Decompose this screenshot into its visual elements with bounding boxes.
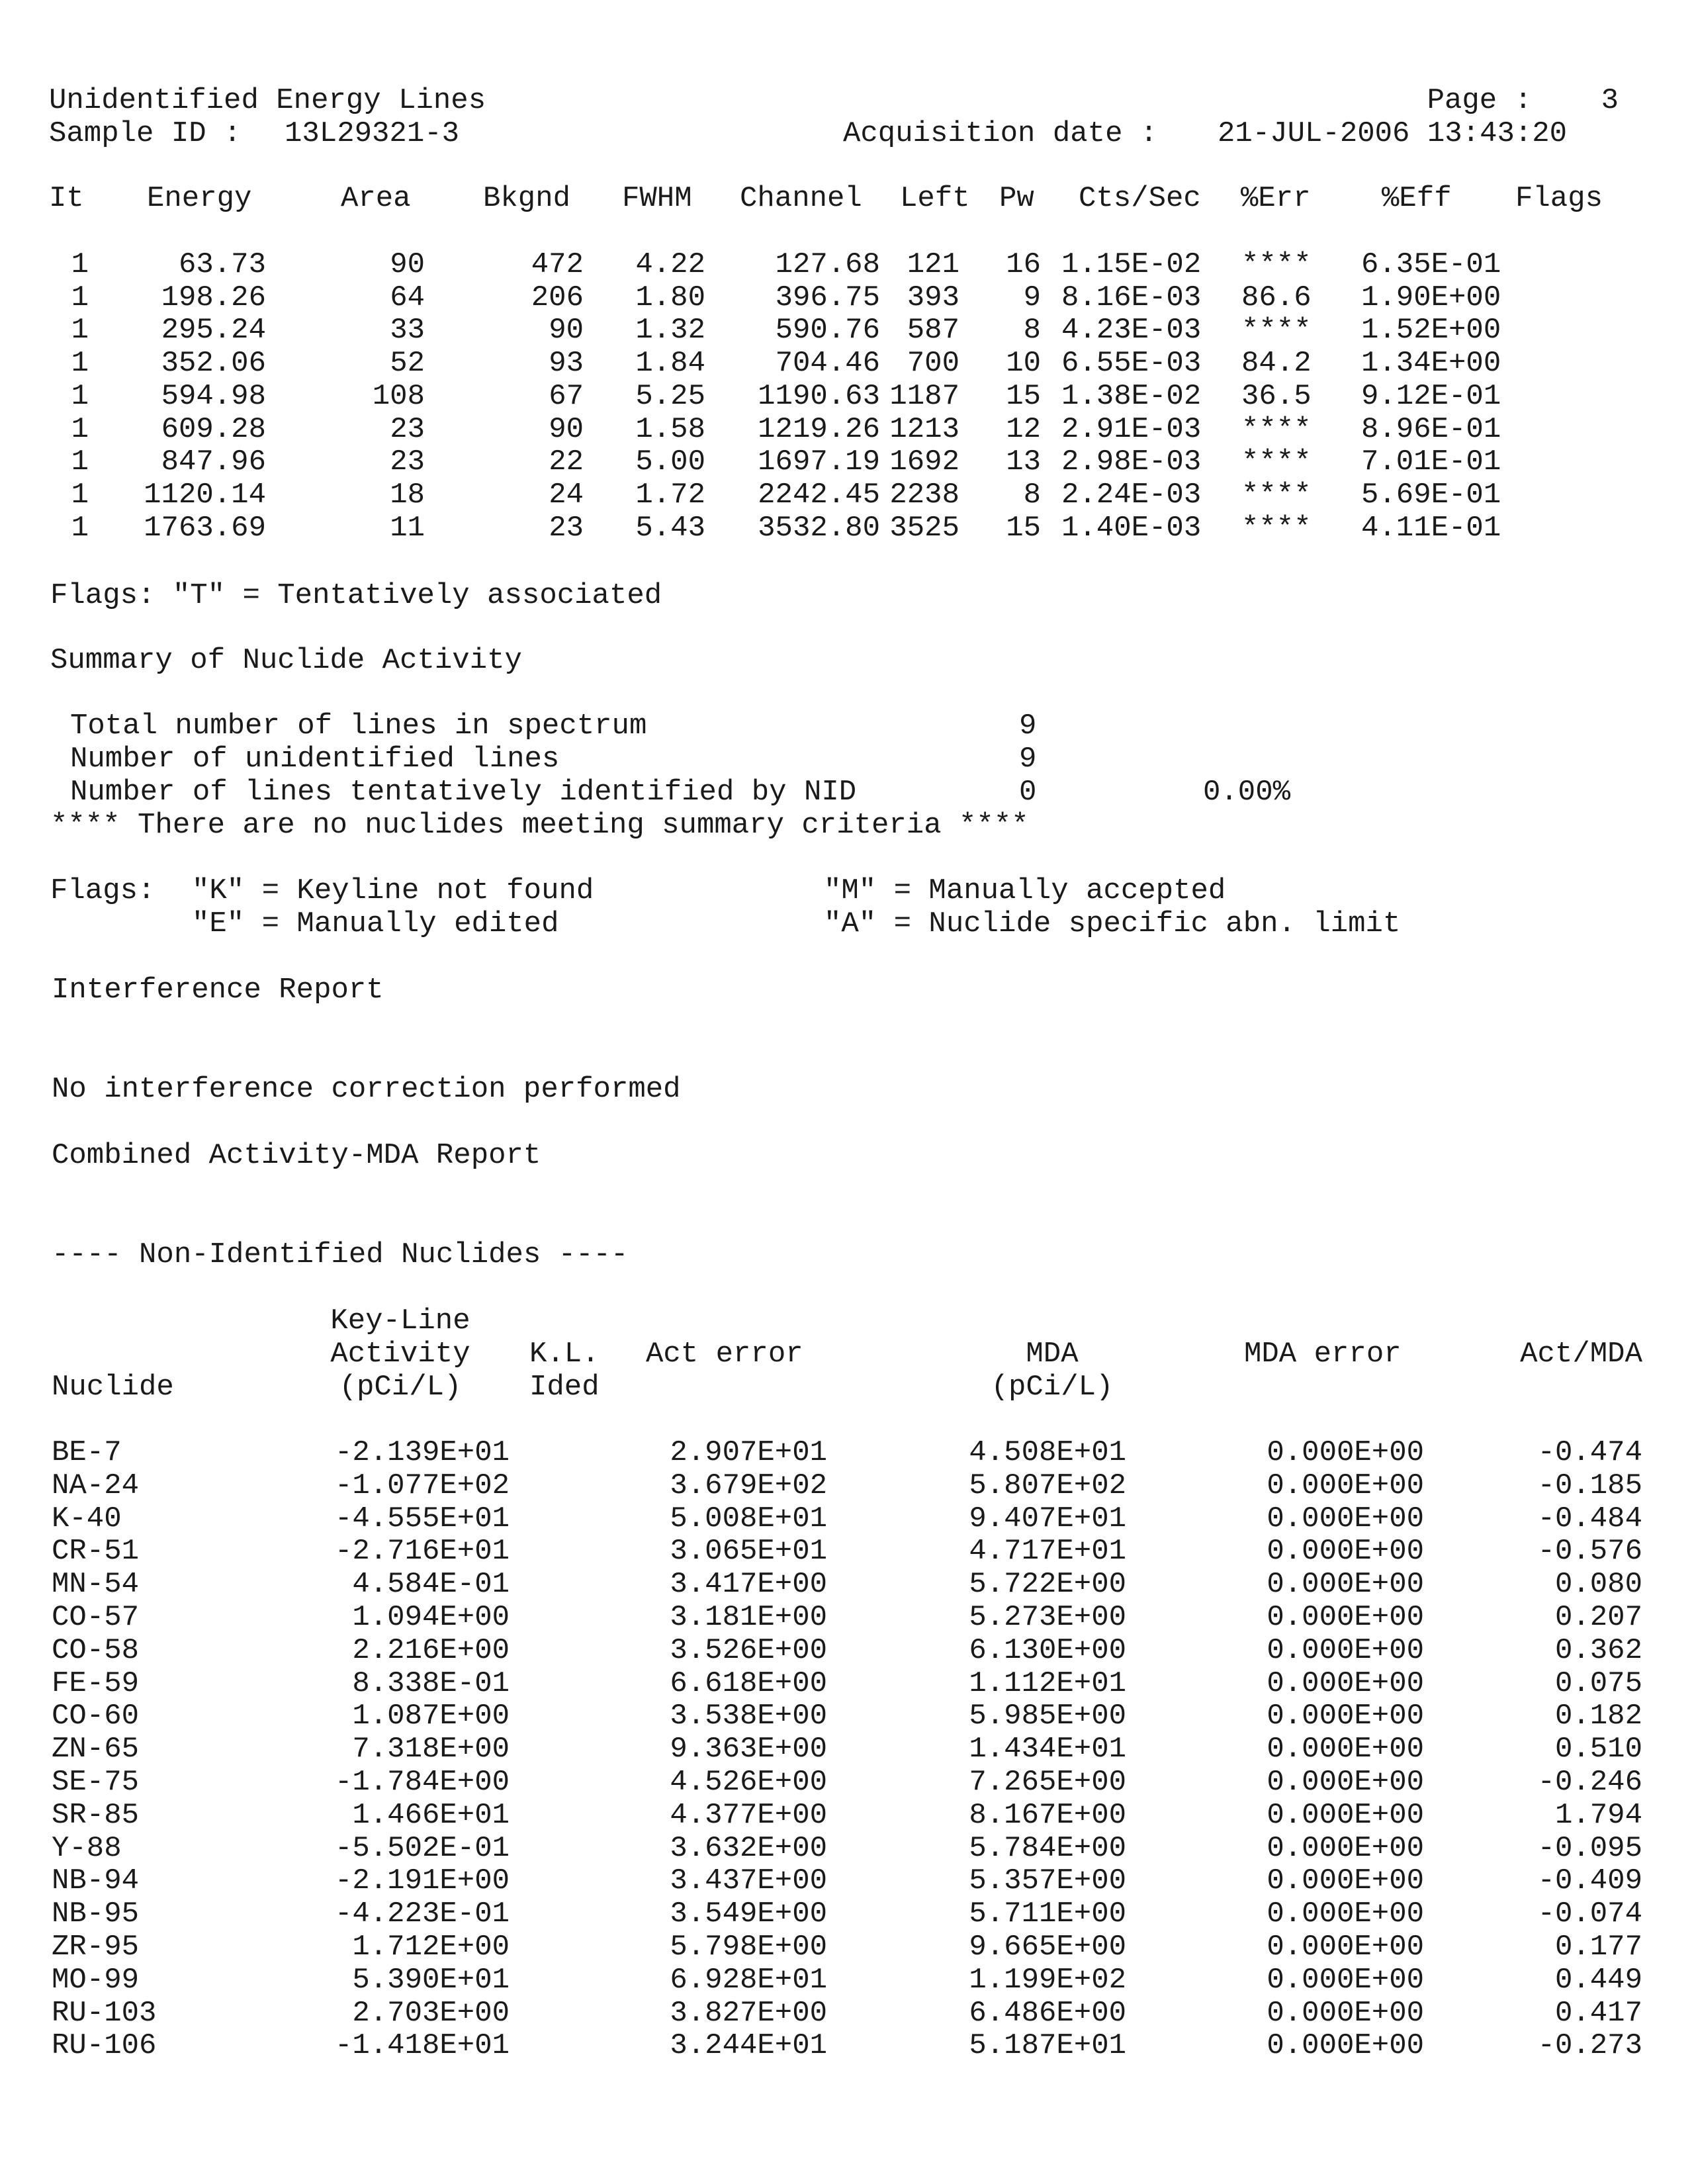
summary-total-value: 9 bbox=[1019, 709, 1037, 743]
energy-cell-energy: 1763.69 bbox=[144, 511, 266, 545]
energy-cell-err: **** bbox=[1241, 248, 1312, 281]
energy-cell-left: 3525 bbox=[889, 511, 959, 545]
energy-cell-energy: 352.06 bbox=[161, 347, 266, 381]
nuclide-cell-mda-error: 0.000E+00 bbox=[1267, 1700, 1424, 1733]
energy-cell-err: **** bbox=[1241, 478, 1312, 512]
nuclide-cell-mda-error: 0.000E+00 bbox=[1267, 1502, 1424, 1535]
nuclide-cell-act-error: 3.437E+00 bbox=[670, 1864, 827, 1898]
energy-cell-it: 1 bbox=[71, 248, 89, 281]
energy-cell-it: 1 bbox=[71, 478, 89, 512]
nuclide-cell-mda: 1.199E+02 bbox=[969, 1963, 1126, 1997]
energy-cell-energy: 295.24 bbox=[161, 314, 266, 347]
energy-cell-left: 393 bbox=[907, 281, 959, 314]
nuclide-cell-mda: 5.273E+00 bbox=[969, 1601, 1126, 1634]
energy-cell-area: 11 bbox=[390, 511, 425, 545]
energy-cell-bkgnd: 24 bbox=[549, 478, 584, 512]
nuclide-cell-act-error: 4.377E+00 bbox=[670, 1798, 827, 1832]
flags-legend-prefix: Flags: bbox=[50, 874, 156, 907]
energy-cell-energy: 594.98 bbox=[161, 379, 266, 413]
nuclide-cell-act-error: 9.363E+00 bbox=[670, 1733, 827, 1766]
nuclide-cell-activity: -2.139E+01 bbox=[334, 1436, 510, 1469]
energy-col-header-cts-sec: Cts/Sec bbox=[1079, 182, 1201, 215]
summary-title: Summary of Nuclide Activity bbox=[50, 644, 522, 677]
nuclide-cell-mda: 5.357E+00 bbox=[969, 1864, 1126, 1898]
energy-cell-eff: 5.69E-01 bbox=[1361, 478, 1501, 512]
no-nuclides-message: **** There are no nuclides meeting summary criteria **** bbox=[50, 809, 1029, 842]
energy-cell-channel: 1190.63 bbox=[758, 379, 880, 413]
nuclide-cell-activity: -2.716E+01 bbox=[334, 1535, 510, 1569]
energy-cell-bkgnd: 93 bbox=[549, 347, 584, 381]
sample-id-label: Sample ID : bbox=[49, 117, 242, 150]
col-header-mda-unit: (pCi/L) bbox=[991, 1371, 1114, 1404]
nuclide-cell-activity: 2.216E+00 bbox=[352, 1633, 510, 1667]
nuclide-cell-act-error: 3.065E+01 bbox=[670, 1535, 827, 1569]
nuclide-cell-nuclide: CO-58 bbox=[52, 1633, 140, 1667]
energy-cell-energy: 1120.14 bbox=[144, 478, 266, 512]
nuclide-cell-nuclide: NB-94 bbox=[52, 1864, 140, 1898]
energy-cell-err: **** bbox=[1241, 412, 1312, 446]
energy-cell-eff: 1.52E+00 bbox=[1361, 314, 1501, 347]
energy-cell-pw: 12 bbox=[1006, 412, 1041, 446]
energy-cell-it: 1 bbox=[71, 412, 89, 446]
nuclide-cell-act-mda: 0.177 bbox=[1554, 1931, 1642, 1964]
energy-cell-channel: 1697.19 bbox=[758, 445, 880, 479]
flag-a: "A" = Nuclide specific abn. limit bbox=[824, 907, 1401, 940]
non-identified-title: ---- Non-Identified Nuclides ---- bbox=[52, 1238, 629, 1271]
nuclide-cell-mda: 4.717E+01 bbox=[969, 1535, 1126, 1569]
col-header-activity-unit: (pCi/L) bbox=[339, 1371, 462, 1404]
energy-cell-left: 121 bbox=[907, 248, 959, 281]
acquisition-date: 21-JUL-2006 13:43:20 bbox=[1218, 117, 1568, 150]
energy-col-header-area: Area bbox=[341, 182, 411, 215]
nuclide-cell-mda-error: 0.000E+00 bbox=[1267, 1996, 1424, 2030]
nuclide-cell-mda-error: 0.000E+00 bbox=[1267, 1931, 1424, 1964]
nuclide-cell-nuclide: MN-54 bbox=[52, 1568, 140, 1602]
energy-cell-fwhm: 1.72 bbox=[635, 478, 705, 512]
energy-cell-err: 86.6 bbox=[1241, 281, 1312, 314]
nuclide-cell-act-mda: 0.080 bbox=[1554, 1568, 1642, 1602]
nuclide-cell-activity: 2.703E+00 bbox=[352, 1996, 510, 2030]
nuclide-cell-nuclide: K-40 bbox=[52, 1502, 122, 1535]
energy-cell-bkgnd: 472 bbox=[531, 248, 584, 281]
energy-cell-area: 108 bbox=[372, 379, 425, 413]
summary-unidentified-value: 9 bbox=[1019, 743, 1037, 776]
energy-cell-fwhm: 4.22 bbox=[635, 248, 705, 281]
nuclide-cell-act-mda: 0.207 bbox=[1554, 1601, 1642, 1634]
nuclide-cell-nuclide: FE-59 bbox=[52, 1666, 140, 1700]
energy-cell-energy: 63.73 bbox=[178, 248, 266, 281]
flag-m: "M" = Manually accepted bbox=[824, 874, 1226, 907]
energy-cell-bkgnd: 90 bbox=[549, 412, 584, 446]
energy-cell-channel: 1219.26 bbox=[758, 412, 880, 446]
energy-cell-left: 700 bbox=[907, 347, 959, 381]
col-header-mda-error: MDA error bbox=[1244, 1338, 1402, 1371]
nuclide-cell-act-mda: -0.576 bbox=[1537, 1535, 1642, 1569]
col-header-act-error: Act error bbox=[646, 1338, 803, 1371]
col-header-act-mda: Act/MDA bbox=[1520, 1338, 1642, 1371]
nuclide-cell-mda-error: 0.000E+00 bbox=[1267, 1798, 1424, 1832]
nuclide-cell-nuclide: NA-24 bbox=[52, 1469, 140, 1502]
energy-col-header-it: It bbox=[49, 182, 84, 215]
energy-cell-left: 2238 bbox=[889, 478, 959, 512]
col-header-activity: Activity bbox=[330, 1338, 470, 1371]
nuclide-cell-activity: -2.191E+00 bbox=[334, 1864, 510, 1898]
energy-cell-channel: 704.46 bbox=[775, 347, 880, 381]
nuclide-cell-act-error: 3.632E+00 bbox=[670, 1831, 827, 1865]
nuclide-cell-nuclide: CR-51 bbox=[52, 1535, 140, 1569]
nuclide-cell-act-error: 3.244E+01 bbox=[670, 2029, 827, 2063]
energy-cell-cts-sec: 8.16E-03 bbox=[1061, 281, 1202, 314]
energy-cell-pw: 10 bbox=[1006, 347, 1041, 381]
energy-cell-err: **** bbox=[1241, 445, 1312, 479]
nuclide-cell-mda: 6.130E+00 bbox=[969, 1633, 1126, 1667]
nuclide-cell-act-error: 3.827E+00 bbox=[670, 1996, 827, 2030]
nuclide-cell-mda-error: 0.000E+00 bbox=[1267, 1766, 1424, 1799]
summary-tentative-label: Number of lines tentatively identified by NID bbox=[70, 776, 857, 809]
nuclide-cell-mda: 5.187E+01 bbox=[969, 2029, 1126, 2063]
nuclide-cell-mda-error: 0.000E+00 bbox=[1267, 2029, 1424, 2063]
energy-cell-it: 1 bbox=[71, 379, 89, 413]
energy-cell-it: 1 bbox=[71, 347, 89, 381]
energy-cell-cts-sec: 2.91E-03 bbox=[1061, 412, 1202, 446]
report-title: Unidentified Energy Lines bbox=[49, 84, 486, 117]
nuclide-cell-mda: 5.711E+00 bbox=[969, 1897, 1126, 1931]
nuclide-cell-mda-error: 0.000E+00 bbox=[1267, 1535, 1424, 1569]
energy-cell-area: 23 bbox=[390, 412, 425, 446]
energy-cell-area: 52 bbox=[390, 347, 425, 381]
nuclide-cell-act-mda: 0.075 bbox=[1554, 1666, 1642, 1700]
energy-cell-channel: 396.75 bbox=[775, 281, 880, 314]
energy-cell-area: 18 bbox=[390, 478, 425, 512]
summary-tentative-value: 0 bbox=[1019, 776, 1037, 809]
nuclide-cell-act-mda: 0.510 bbox=[1554, 1733, 1642, 1766]
energy-cell-area: 33 bbox=[390, 314, 425, 347]
energy-col-header-channel: Channel bbox=[740, 182, 862, 215]
energy-cell-pw: 8 bbox=[1023, 478, 1041, 512]
energy-cell-left: 1187 bbox=[889, 379, 959, 413]
nuclide-cell-activity: -1.077E+02 bbox=[334, 1469, 510, 1502]
energy-cell-cts-sec: 4.23E-03 bbox=[1061, 314, 1202, 347]
nuclide-cell-act-mda: -0.074 bbox=[1537, 1897, 1642, 1931]
page-label: Page : bbox=[1427, 84, 1532, 117]
nuclide-cell-activity: 1.094E+00 bbox=[352, 1601, 510, 1634]
nuclide-cell-mda-error: 0.000E+00 bbox=[1267, 1469, 1424, 1502]
nuclide-cell-mda: 5.784E+00 bbox=[969, 1831, 1126, 1865]
nuclide-cell-mda-error: 0.000E+00 bbox=[1267, 1436, 1424, 1469]
nuclide-cell-mda: 6.486E+00 bbox=[969, 1996, 1126, 2030]
nuclide-cell-nuclide: BE-7 bbox=[52, 1436, 122, 1469]
nuclide-cell-mda-error: 0.000E+00 bbox=[1267, 1666, 1424, 1700]
nuclide-cell-activity: 8.338E-01 bbox=[352, 1666, 510, 1700]
energy-cell-area: 23 bbox=[390, 445, 425, 479]
col-header-kl-ided: Ided bbox=[529, 1371, 600, 1404]
nuclide-cell-nuclide: SE-75 bbox=[52, 1766, 140, 1799]
energy-cell-pw: 9 bbox=[1023, 281, 1041, 314]
energy-col-header-flags: Flags bbox=[1515, 182, 1603, 215]
energy-cell-fwhm: 5.00 bbox=[635, 445, 705, 479]
energy-cell-channel: 3532.80 bbox=[758, 511, 880, 545]
nuclide-cell-activity: 4.584E-01 bbox=[352, 1568, 510, 1602]
flag-k: "K" = Keyline not found bbox=[192, 874, 594, 907]
flags-tentative: Flags: "T" = Tentatively associated bbox=[50, 579, 662, 612]
col-header-keyline: Key-Line bbox=[330, 1304, 470, 1338]
energy-cell-cts-sec: 2.24E-03 bbox=[1061, 478, 1202, 512]
nuclide-cell-act-error: 2.907E+01 bbox=[670, 1436, 827, 1469]
energy-cell-bkgnd: 90 bbox=[549, 314, 584, 347]
energy-cell-channel: 127.68 bbox=[775, 248, 880, 281]
nuclide-cell-activity: 1.466E+01 bbox=[352, 1798, 510, 1832]
nuclide-cell-act-mda: 0.449 bbox=[1554, 1963, 1642, 1997]
flag-e: "E" = Manually edited bbox=[192, 907, 559, 940]
energy-col-header-energy: Energy bbox=[147, 182, 252, 215]
energy-cell-it: 1 bbox=[71, 281, 89, 314]
nuclide-cell-mda: 9.665E+00 bbox=[969, 1931, 1126, 1964]
energy-cell-pw: 15 bbox=[1006, 511, 1041, 545]
nuclide-cell-mda: 1.434E+01 bbox=[969, 1733, 1126, 1766]
energy-cell-eff: 1.90E+00 bbox=[1361, 281, 1501, 314]
nuclide-cell-nuclide: ZR-95 bbox=[52, 1931, 140, 1964]
nuclide-cell-act-mda: -0.185 bbox=[1537, 1469, 1642, 1502]
energy-cell-pw: 16 bbox=[1006, 248, 1041, 281]
nuclide-cell-mda: 1.112E+01 bbox=[969, 1666, 1126, 1700]
nuclide-cell-nuclide: RU-103 bbox=[52, 1996, 157, 2030]
energy-col-header-left: Left bbox=[900, 182, 970, 215]
nuclide-cell-act-error: 5.798E+00 bbox=[670, 1931, 827, 1964]
nuclide-cell-act-mda: -0.484 bbox=[1537, 1502, 1642, 1535]
energy-cell-it: 1 bbox=[71, 314, 89, 347]
col-header-kl: K.L. bbox=[529, 1338, 600, 1371]
energy-cell-err: **** bbox=[1241, 314, 1312, 347]
energy-cell-eff: 7.01E-01 bbox=[1361, 445, 1501, 479]
nuclide-cell-mda-error: 0.000E+00 bbox=[1267, 1864, 1424, 1898]
energy-cell-fwhm: 1.84 bbox=[635, 347, 705, 381]
nuclide-cell-nuclide: SR-85 bbox=[52, 1798, 140, 1832]
nuclide-cell-mda-error: 0.000E+00 bbox=[1267, 1601, 1424, 1634]
combined-report-title: Combined Activity-MDA Report bbox=[52, 1139, 541, 1172]
energy-cell-fwhm: 1.32 bbox=[635, 314, 705, 347]
energy-cell-fwhm: 5.25 bbox=[635, 379, 705, 413]
nuclide-cell-mda: 5.807E+02 bbox=[969, 1469, 1126, 1502]
energy-cell-eff: 9.12E-01 bbox=[1361, 379, 1501, 413]
energy-cell-energy: 198.26 bbox=[161, 281, 266, 314]
energy-cell-it: 1 bbox=[71, 511, 89, 545]
nuclide-cell-mda-error: 0.000E+00 bbox=[1267, 1633, 1424, 1667]
nuclide-cell-nuclide: CO-60 bbox=[52, 1700, 140, 1733]
nuclide-cell-act-mda: -0.409 bbox=[1537, 1864, 1642, 1898]
nuclide-cell-nuclide: CO-57 bbox=[52, 1601, 140, 1634]
energy-cell-energy: 609.28 bbox=[161, 412, 266, 446]
nuclide-cell-mda-error: 0.000E+00 bbox=[1267, 1733, 1424, 1766]
nuclide-cell-act-error: 5.008E+01 bbox=[670, 1502, 827, 1535]
nuclide-cell-act-error: 4.526E+00 bbox=[670, 1766, 827, 1799]
nuclide-cell-nuclide: RU-106 bbox=[52, 2029, 157, 2063]
summary-tentative-percent: 0.00% bbox=[1203, 776, 1291, 809]
nuclide-cell-act-mda: 0.417 bbox=[1554, 1996, 1642, 2030]
energy-cell-err: **** bbox=[1241, 511, 1312, 545]
nuclide-cell-activity: -4.555E+01 bbox=[334, 1502, 510, 1535]
energy-cell-area: 90 bbox=[390, 248, 425, 281]
energy-cell-eff: 1.34E+00 bbox=[1361, 347, 1501, 381]
nuclide-cell-act-mda: -0.474 bbox=[1537, 1436, 1642, 1469]
nuclide-cell-activity: -1.418E+01 bbox=[334, 2029, 510, 2063]
energy-col-header-fwhm: FWHM bbox=[622, 182, 692, 215]
energy-col-header-err: %Err bbox=[1241, 182, 1311, 215]
energy-cell-bkgnd: 22 bbox=[549, 445, 584, 479]
energy-cell-fwhm: 1.80 bbox=[635, 281, 705, 314]
nuclide-cell-act-error: 3.538E+00 bbox=[670, 1700, 827, 1733]
energy-cell-bkgnd: 206 bbox=[531, 281, 584, 314]
nuclide-cell-nuclide: Y-88 bbox=[52, 1831, 122, 1865]
energy-cell-pw: 8 bbox=[1023, 314, 1041, 347]
nuclide-cell-mda-error: 0.000E+00 bbox=[1267, 1897, 1424, 1931]
energy-cell-channel: 2242.45 bbox=[758, 478, 880, 512]
energy-cell-fwhm: 5.43 bbox=[635, 511, 705, 545]
nuclide-cell-mda: 5.985E+00 bbox=[969, 1700, 1126, 1733]
nuclide-cell-act-mda: -0.246 bbox=[1537, 1766, 1642, 1799]
energy-cell-fwhm: 1.58 bbox=[635, 412, 705, 446]
nuclide-cell-act-error: 3.181E+00 bbox=[670, 1601, 827, 1634]
energy-cell-eff: 4.11E-01 bbox=[1361, 511, 1501, 545]
nuclide-cell-activity: 1.712E+00 bbox=[352, 1931, 510, 1964]
nuclide-cell-act-mda: 1.794 bbox=[1554, 1798, 1642, 1832]
nuclide-cell-mda: 5.722E+00 bbox=[969, 1568, 1126, 1602]
energy-cell-cts-sec: 6.55E-03 bbox=[1061, 347, 1202, 381]
energy-cell-bkgnd: 23 bbox=[549, 511, 584, 545]
energy-cell-pw: 15 bbox=[1006, 379, 1041, 413]
nuclide-cell-mda-error: 0.000E+00 bbox=[1267, 1963, 1424, 1997]
nuclide-cell-activity: -1.784E+00 bbox=[334, 1766, 510, 1799]
nuclide-cell-act-mda: 0.362 bbox=[1554, 1633, 1642, 1667]
energy-cell-cts-sec: 1.38E-02 bbox=[1061, 379, 1202, 413]
nuclide-cell-mda: 8.167E+00 bbox=[969, 1798, 1126, 1832]
energy-cell-eff: 6.35E-01 bbox=[1361, 248, 1501, 281]
energy-col-header-pw: Pw bbox=[999, 182, 1034, 215]
nuclide-cell-activity: 1.087E+00 bbox=[352, 1700, 510, 1733]
energy-cell-energy: 847.96 bbox=[161, 445, 266, 479]
energy-col-header-bkgnd: Bkgnd bbox=[483, 182, 571, 215]
energy-cell-cts-sec: 1.40E-03 bbox=[1061, 511, 1202, 545]
nuclide-cell-act-error: 6.928E+01 bbox=[670, 1963, 827, 1997]
energy-cell-eff: 8.96E-01 bbox=[1361, 412, 1501, 446]
acquisition-date-label: Acquisition date : bbox=[843, 117, 1158, 150]
nuclide-cell-act-error: 3.417E+00 bbox=[670, 1568, 827, 1602]
energy-cell-err: 36.5 bbox=[1241, 379, 1312, 413]
nuclide-cell-activity: 7.318E+00 bbox=[352, 1733, 510, 1766]
nuclide-cell-mda: 7.265E+00 bbox=[969, 1766, 1126, 1799]
nuclide-cell-act-mda: 0.182 bbox=[1554, 1700, 1642, 1733]
nuclide-cell-nuclide: ZN-65 bbox=[52, 1733, 140, 1766]
summary-total-label: Total number of lines in spectrum bbox=[70, 709, 647, 743]
nuclide-cell-mda: 4.508E+01 bbox=[969, 1436, 1126, 1469]
energy-cell-left: 587 bbox=[907, 314, 959, 347]
sample-id: 13L29321-3 bbox=[285, 117, 460, 150]
nuclide-cell-act-error: 6.618E+00 bbox=[670, 1666, 827, 1700]
col-header-mda: MDA bbox=[1026, 1338, 1079, 1371]
nuclide-cell-act-error: 3.549E+00 bbox=[670, 1897, 827, 1931]
energy-col-header-eff: %Eff bbox=[1382, 182, 1452, 215]
summary-unidentified-label: Number of unidentified lines bbox=[70, 743, 560, 776]
no-interference-message: No interference correction performed bbox=[52, 1073, 681, 1106]
energy-cell-cts-sec: 1.15E-02 bbox=[1061, 248, 1202, 281]
nuclide-cell-mda-error: 0.000E+00 bbox=[1267, 1568, 1424, 1602]
nuclide-cell-act-mda: -0.095 bbox=[1537, 1831, 1642, 1865]
nuclide-cell-act-mda: -0.273 bbox=[1537, 2029, 1642, 2063]
nuclide-cell-act-error: 3.679E+02 bbox=[670, 1469, 827, 1502]
energy-cell-left: 1213 bbox=[889, 412, 959, 446]
energy-cell-cts-sec: 2.98E-03 bbox=[1061, 445, 1202, 479]
energy-cell-err: 84.2 bbox=[1241, 347, 1312, 381]
col-header-nuclide: Nuclide bbox=[52, 1371, 174, 1404]
nuclide-cell-nuclide: MO-99 bbox=[52, 1963, 140, 1997]
energy-cell-left: 1692 bbox=[889, 445, 959, 479]
energy-cell-channel: 590.76 bbox=[775, 314, 880, 347]
energy-cell-pw: 13 bbox=[1006, 445, 1041, 479]
nuclide-cell-act-error: 3.526E+00 bbox=[670, 1633, 827, 1667]
energy-cell-area: 64 bbox=[390, 281, 425, 314]
page-number: 3 bbox=[1601, 84, 1619, 117]
nuclide-cell-mda: 9.407E+01 bbox=[969, 1502, 1126, 1535]
nuclide-cell-mda-error: 0.000E+00 bbox=[1267, 1831, 1424, 1865]
nuclide-cell-activity: 5.390E+01 bbox=[352, 1963, 510, 1997]
nuclide-cell-nuclide: NB-95 bbox=[52, 1897, 140, 1931]
nuclide-cell-activity: -4.223E-01 bbox=[334, 1897, 510, 1931]
interference-title: Interference Report bbox=[52, 974, 384, 1007]
energy-cell-bkgnd: 67 bbox=[549, 379, 584, 413]
energy-cell-it: 1 bbox=[71, 445, 89, 479]
nuclide-cell-activity: -5.502E-01 bbox=[334, 1831, 510, 1865]
